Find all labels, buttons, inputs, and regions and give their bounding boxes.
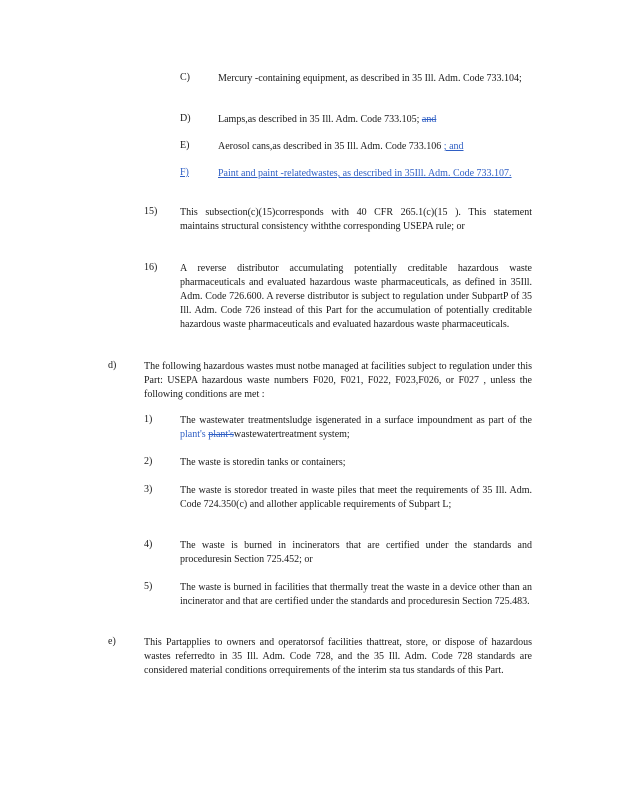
struck-text: and (421, 114, 437, 125)
item-c (180, 72, 540, 102)
item-text-main: Lamps,as described in 35 Ill. Adm. Code 733.105; (218, 114, 420, 125)
inserted-text: plant's (180, 429, 206, 440)
item-label: 1) (144, 414, 153, 425)
item-label: D) (180, 113, 191, 124)
inserted-text: Paint and paint -relatedwastes, as described in 35Ill. Adm. Code 733.107. (218, 168, 512, 179)
item-label: 3) (144, 484, 153, 495)
section-label: d) (108, 360, 117, 371)
section-text: The following hazardous wastes must notbe managed at facilities subject to regulation under this Part: USEPA hazardous waste numbers F020, F021, F022, F023,F026, or F027 , unless the following conditions are met : (144, 361, 532, 400)
item-label: E) (180, 140, 190, 151)
item-text: A reverse distributor accumulating potentially creditable hazardous waste pharmaceuticals and evaluated hazardous waste pharmaceuticals, as defined in 35Ill. Adm. Code 726.600. A reverse distributor is subject to regulation under SubpartP of 35 Ill. Adm. Code 726 instead of this Part for the accumulation of potentially creditable hazardous waste pharmaceuticals and evaluated hazardous waste pharmaceuticals. (180, 263, 532, 330)
section-text: This Partapplies to owners and operatorsof facilities thattreat, store, or dispose of hazardous wastes referredto in 35 Ill. Adm. Code 728, and the 35 Ill. Adm. Code 728 standards are considered material conditions orrequirements of the interim sta tus standards of this Part. (144, 637, 532, 676)
item-text: The waste is storedin tanks or containers; (180, 457, 346, 468)
item-text: Mercury -containing equipment, as described in 35 Ill. Adm. Code 733.104; (218, 73, 522, 84)
item-label: F) (180, 167, 189, 178)
item-text: The waste is burned in incinerators that are certified under the standards and proceduresin Section 725.452; or (180, 540, 532, 565)
struck-text: plant's (208, 429, 234, 440)
item-label: 15) (144, 206, 158, 217)
item-label: 2) (144, 456, 153, 467)
item-label: 4) (144, 539, 153, 550)
item-f (180, 167, 540, 197)
item-label: 5) (144, 581, 153, 592)
item-16 (144, 262, 539, 348)
item-4 (144, 539, 539, 569)
item-text-before: The wastewater treatmentsludge isgenerated in a surface impoundment as part of the (180, 415, 532, 426)
item-text-main: Aerosol cans,as described in 35 Ill. Adm. Code 733.106 (218, 141, 442, 152)
item-3 (144, 484, 539, 528)
item-e (180, 140, 540, 156)
item-text (218, 113, 531, 127)
item-5 (144, 581, 539, 625)
item-15 (144, 206, 539, 250)
section-d (108, 360, 540, 404)
item-1 (144, 414, 539, 444)
item-d (180, 113, 540, 129)
section-e (108, 636, 540, 694)
item-2 (144, 456, 539, 472)
section-label: e) (108, 636, 116, 647)
item-label: C) (180, 72, 190, 83)
item-text (180, 414, 532, 442)
item-text-after: wastewatertreatment system; (233, 429, 350, 440)
item-text: The waste is burned in facilities that thermally treat the waste in a device other than an incinerator and that are certified under the standards and proceduresin Section 725.483. (180, 582, 532, 607)
item-text: The waste is storedor treated in waste piles that meet the requirements of 35 Ill. Adm. Code 724.350(c) and allother applicable requirements of Subpart L; (180, 485, 532, 510)
item-label: 16) (144, 262, 158, 273)
item-text: This subsection(c)(15)corresponds with 40 CFR 265.1(c)(15 ). This statement maintains structural consistency withthe corresponding USEPA rule; or (180, 207, 532, 232)
item-text (218, 140, 531, 154)
inserted-text: ; and (443, 141, 464, 152)
